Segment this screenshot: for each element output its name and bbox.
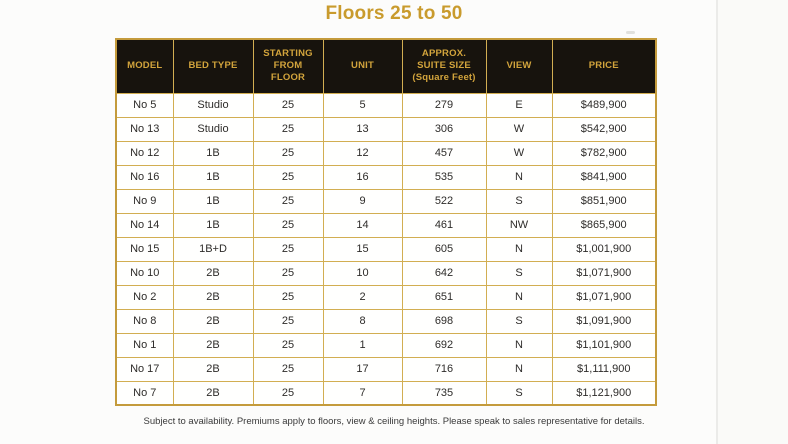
cell-model: No 13	[116, 117, 173, 141]
cell-suite-size: 716	[402, 357, 486, 381]
cell-bed-type: 1B+D	[173, 237, 253, 261]
header-cell-model	[116, 39, 173, 93]
table-row	[116, 189, 656, 213]
cell-model: No 7	[116, 381, 173, 405]
cell-model: No 9	[116, 189, 173, 213]
cell-price: $851,900	[552, 189, 656, 213]
cell-unit: 15	[323, 237, 402, 261]
cell-view: S	[486, 381, 552, 405]
cell-suite-size: 306	[402, 117, 486, 141]
cell-suite-size: 522	[402, 189, 486, 213]
cell-suite-size: 735	[402, 381, 486, 405]
pricing-table-container	[115, 38, 657, 406]
cell-model: No 15	[116, 237, 173, 261]
header-label-line: UNIT	[351, 60, 374, 72]
cell-model: No 1	[116, 333, 173, 357]
cell-start-floor: 25	[253, 141, 323, 165]
cell-view: E	[486, 93, 552, 117]
cell-model: No 14	[116, 213, 173, 237]
table-row	[116, 213, 656, 237]
cell-bed-type: 2B	[173, 261, 253, 285]
cell-start-floor: 25	[253, 309, 323, 333]
cell-view: N	[486, 333, 552, 357]
cell-bed-type: Studio	[173, 93, 253, 117]
cell-view: N	[486, 357, 552, 381]
cell-suite-size: 461	[402, 213, 486, 237]
cell-start-floor: 25	[253, 285, 323, 309]
cell-suite-size: 642	[402, 261, 486, 285]
cell-start-floor: 25	[253, 357, 323, 381]
page-title: Floors 25 to 50	[325, 3, 463, 24]
cell-start-floor: 25	[253, 213, 323, 237]
cell-unit: 2	[323, 285, 402, 309]
cell-suite-size: 698	[402, 309, 486, 333]
cell-unit: 1	[323, 333, 402, 357]
scan-page-margin	[718, 0, 788, 444]
cell-unit: 13	[323, 117, 402, 141]
cell-price: $1,121,900	[552, 381, 656, 405]
cell-suite-size: 535	[402, 165, 486, 189]
cell-unit: 16	[323, 165, 402, 189]
cell-price: $1,101,900	[552, 333, 656, 357]
pricing-table-header	[116, 39, 656, 93]
cell-model: No 2	[116, 285, 173, 309]
cell-model: No 12	[116, 141, 173, 165]
header-label-line: VIEW	[506, 60, 532, 72]
cell-price: $1,091,900	[552, 309, 656, 333]
cell-view: W	[486, 117, 552, 141]
table-row	[116, 261, 656, 285]
table-row	[116, 333, 656, 357]
table-row	[116, 117, 656, 141]
disclaimer-footnote: Subject to availability. Premiums apply to floors, view & ceiling heights. Please speak to sales representative for details.	[143, 416, 645, 427]
table-row	[116, 93, 656, 117]
cell-bed-type: 2B	[173, 333, 253, 357]
header-cell-start-floor	[253, 39, 323, 93]
header-label-line: APPROX.	[421, 47, 467, 59]
header-row	[116, 39, 656, 93]
cell-bed-type: 1B	[173, 141, 253, 165]
scan-artifact-speck	[626, 31, 635, 34]
cell-bed-type: 1B	[173, 165, 253, 189]
cell-unit: 8	[323, 309, 402, 333]
cell-model: No 8	[116, 309, 173, 333]
cell-view: S	[486, 309, 552, 333]
header-label-line: STARTING	[263, 47, 313, 59]
table-row	[116, 285, 656, 309]
cell-model: No 17	[116, 357, 173, 381]
cell-view: S	[486, 189, 552, 213]
cell-price: $1,071,900	[552, 261, 656, 285]
scan-edge-line	[716, 0, 718, 444]
cell-unit: 9	[323, 189, 402, 213]
cell-start-floor: 25	[253, 261, 323, 285]
cell-price: $782,900	[552, 141, 656, 165]
cell-model: No 10	[116, 261, 173, 285]
cell-suite-size: 692	[402, 333, 486, 357]
cell-bed-type: 2B	[173, 381, 253, 405]
cell-start-floor: 25	[253, 93, 323, 117]
cell-price: $489,900	[552, 93, 656, 117]
table-row	[116, 165, 656, 189]
cell-view: N	[486, 237, 552, 261]
pricing-table	[115, 38, 657, 406]
cell-unit: 5	[323, 93, 402, 117]
table-row	[116, 237, 656, 261]
cell-bed-type: 1B	[173, 189, 253, 213]
cell-price: $1,111,900	[552, 357, 656, 381]
table-row	[116, 381, 656, 405]
cell-view: W	[486, 141, 552, 165]
cell-suite-size: 605	[402, 237, 486, 261]
cell-bed-type: 2B	[173, 357, 253, 381]
cell-unit: 14	[323, 213, 402, 237]
header-label-line: PRICE	[588, 60, 619, 72]
cell-view: S	[486, 261, 552, 285]
header-label-line: (Square Feet)	[412, 72, 476, 84]
header-label-line: BED TYPE	[188, 60, 238, 72]
cell-model: No 5	[116, 93, 173, 117]
header-cell-view	[486, 39, 552, 93]
cell-start-floor: 25	[253, 333, 323, 357]
cell-price: $1,071,900	[552, 285, 656, 309]
cell-view: N	[486, 285, 552, 309]
cell-suite-size: 279	[402, 93, 486, 117]
cell-start-floor: 25	[253, 117, 323, 141]
cell-start-floor: 25	[253, 381, 323, 405]
cell-bed-type: 1B	[173, 213, 253, 237]
cell-price: $841,900	[552, 165, 656, 189]
cell-bed-type: 2B	[173, 285, 253, 309]
header-cell-suite-size	[402, 39, 486, 93]
table-row	[116, 309, 656, 333]
cell-view: NW	[486, 213, 552, 237]
cell-suite-size: 651	[402, 285, 486, 309]
cell-start-floor: 25	[253, 189, 323, 213]
header-cell-bed-type	[173, 39, 253, 93]
cell-unit: 10	[323, 261, 402, 285]
cell-start-floor: 25	[253, 165, 323, 189]
cell-view: N	[486, 165, 552, 189]
cell-unit: 7	[323, 381, 402, 405]
header-cell-price	[552, 39, 656, 93]
cell-model: No 16	[116, 165, 173, 189]
cell-start-floor: 25	[253, 237, 323, 261]
cell-suite-size: 457	[402, 141, 486, 165]
cell-unit: 17	[323, 357, 402, 381]
cell-bed-type: 2B	[173, 309, 253, 333]
cell-bed-type: Studio	[173, 117, 253, 141]
header-label-line: SUITE SIZE	[417, 60, 471, 72]
header-label-line: MODEL	[127, 60, 163, 72]
table-row	[116, 141, 656, 165]
pricing-table-body	[116, 93, 656, 405]
table-row	[116, 357, 656, 381]
header-label-line: FROM FLOOR	[270, 60, 306, 84]
header-cell-unit	[323, 39, 402, 93]
cell-unit: 12	[323, 141, 402, 165]
cell-price: $1,001,900	[552, 237, 656, 261]
cell-price: $865,900	[552, 213, 656, 237]
cell-price: $542,900	[552, 117, 656, 141]
